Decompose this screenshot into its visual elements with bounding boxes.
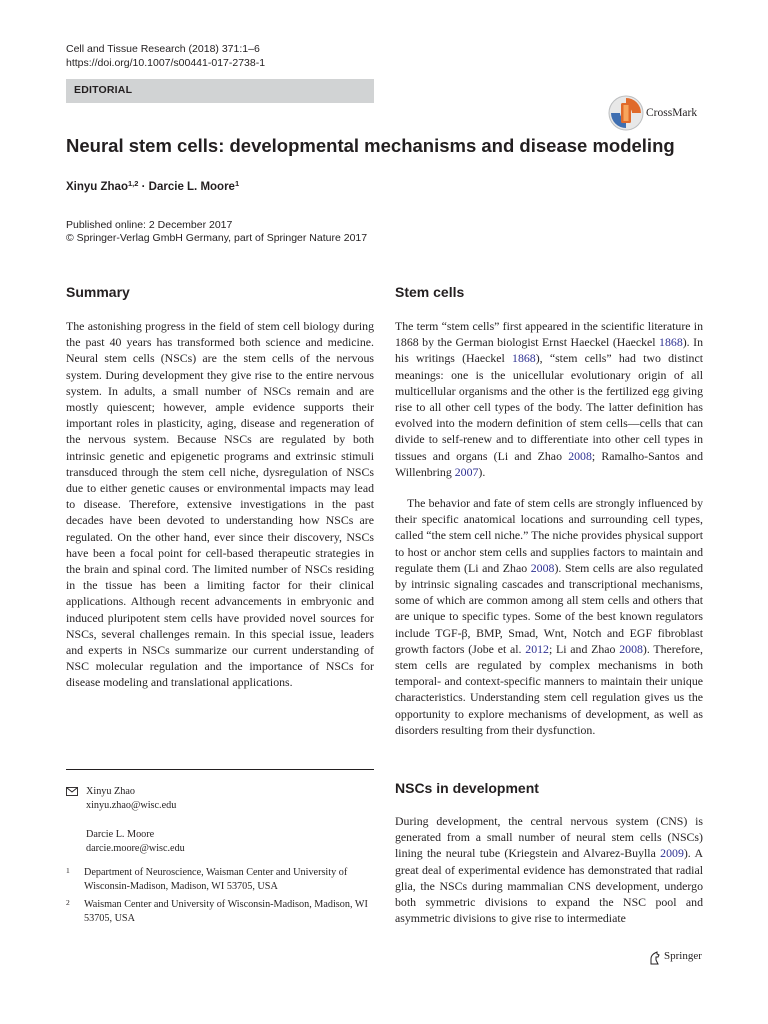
author-list — [66, 179, 239, 193]
text-run: ; Li and Zhao — [548, 641, 620, 656]
stem-cells-paragraph-2 — [395, 495, 703, 738]
author-affiliation-marker: 1 — [234, 179, 240, 188]
stem-cells-paragraph-1 — [395, 318, 703, 480]
stem-cells-heading: Stem cells — [395, 284, 465, 300]
text-run: The term “stem cells” first appeared in the scientific literature in 1868 by the German biologist Ernst Haeckel (Haeckel — [395, 319, 703, 350]
citation-link[interactable]: 2008 — [568, 448, 592, 463]
article-type-banner — [66, 79, 374, 103]
author-affiliation-marker: 1,2 — [127, 179, 139, 188]
copyright-notice: © Springer-Verlag GmbH Germany, part of Springer Nature 2017 — [66, 232, 368, 244]
journal-citation: Cell and Tissue Research (2018) 371:1–6 — [66, 43, 260, 55]
doi-link[interactable]: https://doi.org/10.1007/s00441-017-2738-1 — [66, 57, 266, 69]
affiliation-text: Waisman Center and University of Wisconsin-Madison, Madison, WI 53705, USA — [84, 899, 368, 924]
text-run: ; Ramalho-Santos and Willenbring — [395, 448, 703, 479]
correspondence-name: Xinyu Zhao — [86, 786, 135, 797]
published-date: Published online: 2 December 2017 — [66, 219, 233, 231]
citation-link[interactable]: 1868 — [512, 351, 536, 366]
text-run: ). — [478, 464, 486, 479]
author-name[interactable]: Xinyu Zhao — [66, 181, 128, 193]
citation-link[interactable]: 2012 — [525, 641, 549, 656]
springer-horse-icon — [648, 951, 661, 965]
correspondence-name: Darcie L. Moore — [86, 829, 155, 840]
crossmark-badge[interactable] — [608, 94, 728, 134]
correspondence-email[interactable]: xinyu.zhao@wisc.edu — [86, 800, 177, 811]
crossmark-label: CrossMark — [646, 107, 698, 119]
affiliation-text: Department of Neuroscience, Waisman Center and University of Wisconsin-Madison, Madison, WI 53705, USA — [84, 867, 348, 892]
author-separator: · — [141, 181, 146, 193]
nsc-development-paragraph — [395, 813, 703, 926]
citation-link[interactable]: 2007 — [454, 464, 479, 479]
summary-heading: Summary — [66, 284, 130, 300]
article-type-label: EDITORIAL — [74, 84, 133, 96]
citation-link[interactable]: 2009 — [660, 846, 684, 861]
citation-link[interactable]: 1868 — [659, 335, 683, 350]
text-run: ). Therefore, stem cells are regulated by complex mechanisms in both temporal- and context-specific manners to maintain their unique characteristics. Understanding stem cell regulation gives us the opportunity to explore mechanisms of development, as well as disorders resulting from their dysfunction. — [395, 641, 703, 737]
affiliation-number: 1 — [66, 866, 70, 875]
affiliation-number: 2 — [66, 898, 70, 907]
article-title: Neural stem cells: developmental mechanisms and disease modeling — [66, 135, 675, 156]
text-run: ), “stem cells” had two distinct meanings: one is the unicellular evolutionary origin of all multicellular organisms and the other is the fertilized egg giving rise to all other cell types of the body. The latter definition has evolved into the modern definition of stem cells—cells that can divide to self-renew and to differentiate into other cell types in tissues and organs (Li and Zhao — [395, 351, 703, 463]
text-run: ). A great deal of experimental evidence has demonstrated that radial glia, the NSCs during mammalian CNS development, undergo both symmetric divisions to expand the NSC pool and asymmetric divisions to give rise to intermediate — [395, 846, 703, 926]
publisher-name: Springer — [664, 950, 702, 962]
citation-link[interactable]: 2008 — [530, 560, 555, 575]
correspondence-email[interactable]: darcie.moore@wisc.edu — [86, 843, 185, 854]
nsc-development-heading: NSCs in development — [395, 780, 539, 796]
footnote-divider — [66, 769, 374, 770]
citation-link[interactable]: 2008 — [619, 641, 643, 656]
text-run: During development, the central nervous system (CNS) is generated from a small number of neural stem cells (NSCs) lining the neural tube (Kriegstein and Alvarez-Buylla — [395, 814, 703, 861]
text-run: ). In his writings (Haeckel — [395, 335, 703, 366]
author-name[interactable]: Darcie L. Moore — [148, 181, 235, 193]
crossmark-logo-icon — [608, 94, 644, 132]
summary-paragraph: The astonishing progress in the field of stem cell biology during the past 40 years has transformed both science and medicine. Neural stem cells (NSCs) are the stem cells of the nervous system. During development they give rise to the entire nervous system. In adults, a small number of NSCs remain and are mostly quiescent; however, ample evidence supports their important roles in plasticity, aging, disease and regeneration of the nervous system. Because NSCs are regulated by both intrinsic genetic and epigenetic programs and extrinsic stimuli transduced through the stem cell niche, dysregulation of NSCs due to either genetic causes or environmental impacts may lead to disease. Therefore, extensive investigations in the past decades have been devoted to understanding how NSCs are regulated. On the other hand, ever since their discovery, NSCs have been a focal point for cell-based therapeutic strategies in the brain and spinal cord. The limited number of NSCs residing in the tissue has been a limiting factor for their clinical applications. Although recent advancements in embryonic and induced pluripotent stem cells have provided novel sources for NSCs, several challenges remain. In this special issue, leaders and experts in NSCs summarize our current understanding of NSC molecular regulation and the importance of NSCs for disease modeling and translational applications. — [66, 319, 374, 690]
text-run: The behavior and fate of stem cells are strongly influenced by their specific anatomical locations and surrounding cell types, called “the stem cell niche.” The niche provides physical support to host or anchor stem cells and supplies factors to maintain and regulate them (Li and Zhao — [395, 496, 703, 575]
envelope-icon — [66, 787, 78, 796]
text-run: ). Stem cells are also regulated by intrinsic signaling cascades and transcriptional mechanisms, some of which are common among all stem cells and others that are unique to specific types. Some of the best known regulators include TGF-β, BMP, Smad, Wnt, Notch and EGF fibroblast growth factors (Jobe et al. — [395, 560, 704, 656]
